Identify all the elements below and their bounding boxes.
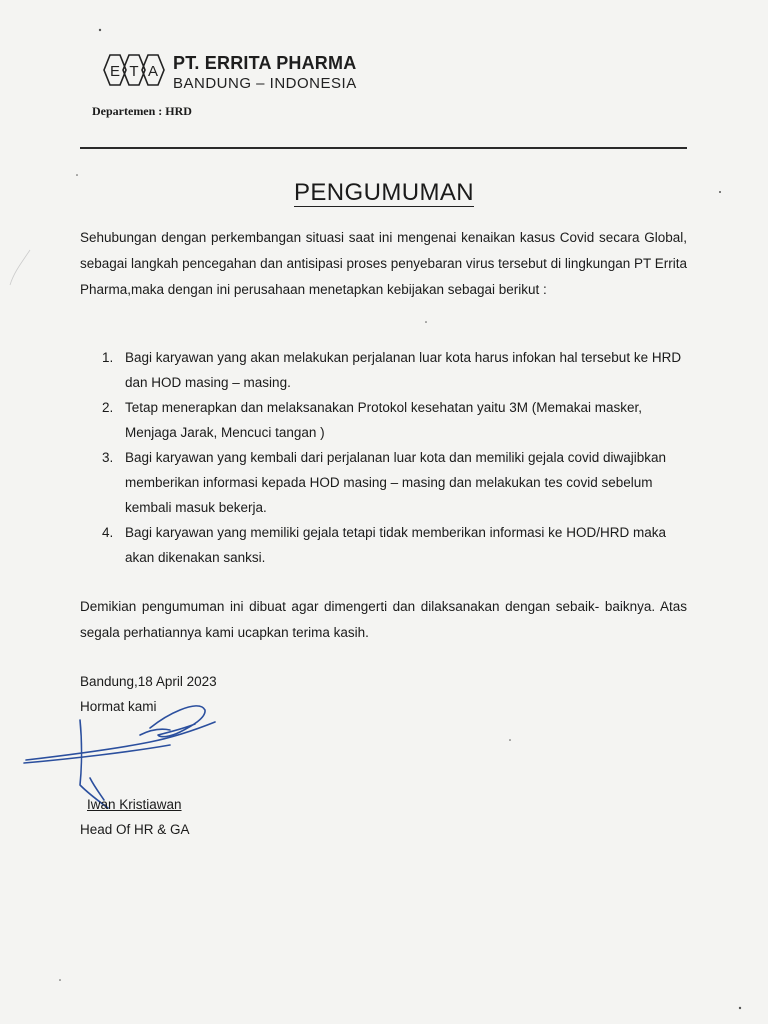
company-logo-icon: [100, 50, 168, 90]
signer-title: Head Of HR & GA: [80, 822, 190, 837]
list-item-number: 3.: [102, 450, 114, 465]
logo-letter-e: E: [109, 63, 121, 80]
place-date: Bandung,18 April 2023: [80, 674, 217, 689]
announcement-title-text: PENGUMUMAN: [293, 179, 474, 206]
list-item-number: 4.: [102, 525, 114, 540]
list-item-text: Bagi karyawan yang akan melakukan perjalanan luar kota harus infokan hal tersebut ke HRD dan HOD masing – masing.: [125, 350, 682, 390]
list-item-number: 2.: [102, 400, 114, 415]
department-label: Departemen : HRD: [92, 104, 192, 118]
company-city: BANDUNG – INDONESIA: [173, 75, 357, 92]
logo-letter-t: T: [129, 63, 139, 80]
logo-letter-a: A: [147, 63, 159, 80]
announcement-title: [0, 179, 768, 207]
list-item-text: Tetap menerapkan dan melaksanakan Protokol kesehatan yaitu 3M (Memakai masker, Menjaga Jarak, Mencuci tangan ): [125, 400, 643, 440]
list-item: [80, 395, 690, 445]
greeting: Hormat kami: [80, 699, 157, 714]
policy-list: [80, 345, 690, 570]
company-name: PT. ERRITA PHARMA: [173, 53, 357, 73]
signer-name: Iwan Kristiawan: [87, 797, 182, 812]
header-divider: [80, 147, 687, 149]
list-item: [80, 345, 690, 395]
list-item: [80, 520, 690, 570]
closing-paragraph: Demikian pengumuman ini dibuat agar dimengerti dan dilaksanakan dengan sebaik- baiknya. Atas segala perhatiannya kami ucapkan terima kasih.: [80, 599, 687, 640]
list-item-number: 1.: [102, 350, 114, 365]
list-item-text: Bagi karyawan yang memiliki gejala tetapi tidak memberikan informasi ke HOD/HRD maka akan dikenakan sanksi.: [125, 525, 666, 565]
intro-paragraph: Sehubungan dengan perkembangan situasi saat ini mengenai kenaikan kasus Covid secara Global, sebagai langkah pencegahan dan antisipasi proses penyebaran virus tersebut di lingkungan PT Errita Pharma,maka dengan ini perusahaan menetapkan kebijakan sebagai berikut :: [80, 230, 687, 297]
list-item-text: Bagi karyawan yang kembali dari perjalanan luar kota dan memiliki gejala covid diwajibkan memberikan informasi kepada HOD masing – masing dan melakukan tes covid sebelum kembali masuk bekerja.: [125, 450, 667, 515]
list-item: [80, 445, 690, 520]
